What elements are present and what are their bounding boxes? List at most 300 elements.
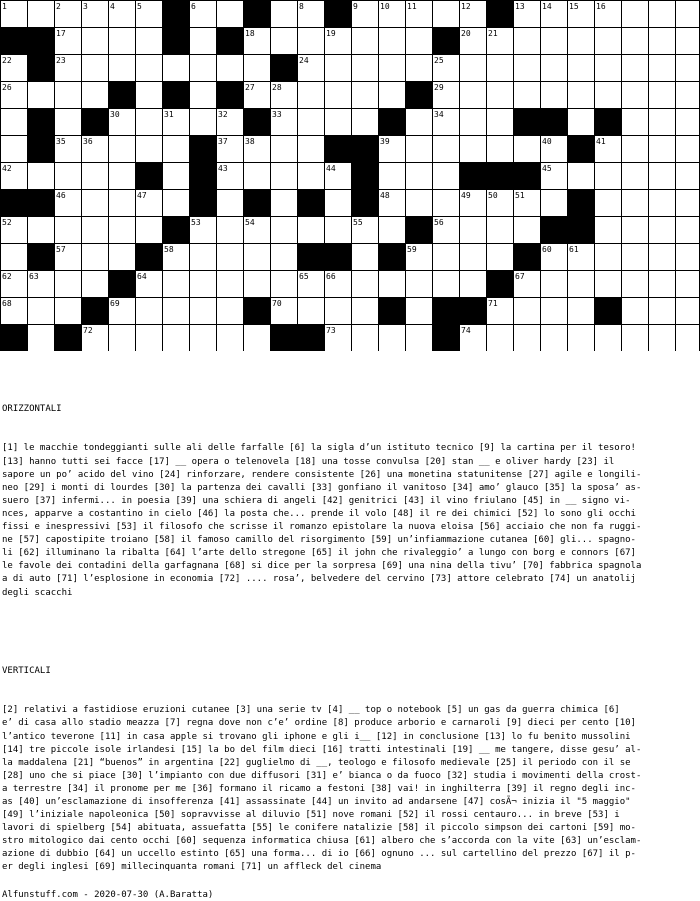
white-cell[interactable] <box>136 28 163 55</box>
clue-number: 48 <box>380 191 390 200</box>
clue-line: la maddalena [21] “buenos” in argentina [22] guglielmo di __, teologo e filosofo medievale [25] il periodo con il se <box>2 757 631 768</box>
clue-number: 20 <box>461 29 471 38</box>
clue-number: 73 <box>326 326 336 335</box>
white-cell[interactable] <box>271 28 298 55</box>
white-cell[interactable] <box>514 217 541 244</box>
white-cell[interactable] <box>460 136 487 163</box>
white-cell[interactable] <box>136 217 163 244</box>
clue-number: 58 <box>164 245 174 254</box>
white-cell[interactable] <box>163 190 190 217</box>
white-cell[interactable] <box>325 190 352 217</box>
white-cell[interactable] <box>217 325 244 352</box>
white-cell[interactable] <box>649 109 676 136</box>
white-cell[interactable] <box>109 217 136 244</box>
white-cell[interactable] <box>190 298 217 325</box>
white-cell[interactable] <box>217 244 244 271</box>
white-cell[interactable] <box>541 55 568 82</box>
white-cell[interactable] <box>406 190 433 217</box>
white-cell[interactable] <box>595 325 622 352</box>
clue-line: e’ di casa allo stadio meazza [7] regna dove non c’e’ ordine [8] produce arborio e carnaroli [9] dieci per cento [10] <box>2 718 636 729</box>
clue-number: 29 <box>434 83 444 92</box>
black-cell <box>136 244 163 271</box>
white-cell[interactable] <box>352 271 379 298</box>
white-cell[interactable] <box>55 217 82 244</box>
clue-number: 11 <box>407 2 417 11</box>
white-cell[interactable] <box>244 244 271 271</box>
clue-line: neo [29] i monti di lourdes [30] la partenza dei cavalli [33] gonfiano il vanitoso [34] amo’ glauco [35] la sposa’ as- <box>2 482 642 493</box>
white-cell[interactable] <box>541 271 568 298</box>
white-cell[interactable] <box>433 1 460 28</box>
white-cell[interactable] <box>460 244 487 271</box>
white-cell[interactable] <box>325 82 352 109</box>
white-cell[interactable] <box>676 136 700 163</box>
white-cell[interactable] <box>568 325 595 352</box>
white-cell[interactable] <box>379 163 406 190</box>
white-cell[interactable] <box>325 109 352 136</box>
white-cell[interactable] <box>514 136 541 163</box>
black-cell <box>163 217 190 244</box>
white-cell[interactable] <box>514 325 541 352</box>
clue-number: 39 <box>380 137 390 146</box>
black-cell <box>28 244 55 271</box>
black-cell <box>325 136 352 163</box>
white-cell[interactable] <box>595 217 622 244</box>
clue-number: 49 <box>461 191 471 200</box>
clue-number: 32 <box>218 110 228 119</box>
clue-number: 59 <box>407 245 417 254</box>
white-cell[interactable] <box>622 325 649 352</box>
clue-line: [28] uno che si piace [30] l’impianto con due diffusori [31] e’ bianca o da fuoco [32] studia i movimenti della crost- <box>2 770 642 781</box>
clue-line: fissi e inespressivi [53] il filosofo che scrisse il romanzo epistolare la nuova eloisa [56] acciaio che non fa ruggi- <box>2 522 642 533</box>
white-cell[interactable] <box>244 325 271 352</box>
white-cell[interactable] <box>298 28 325 55</box>
white-cell[interactable] <box>352 55 379 82</box>
white-cell[interactable] <box>649 217 676 244</box>
white-cell[interactable] <box>298 217 325 244</box>
white-cell[interactable] <box>460 55 487 82</box>
black-cell <box>514 163 541 190</box>
white-cell[interactable] <box>622 298 649 325</box>
black-cell <box>109 271 136 298</box>
clue-line: azione di dubbio [64] un uccello estinto [65] una forma... di io [66] ognuno ... sul cartellino del prezzo [67] il p- <box>2 849 636 860</box>
white-cell[interactable] <box>136 325 163 352</box>
white-cell[interactable] <box>55 298 82 325</box>
white-cell[interactable] <box>109 244 136 271</box>
clue-number: 51 <box>515 191 525 200</box>
crossword-grid <box>0 0 700 351</box>
black-cell <box>568 217 595 244</box>
clue-number: 22 <box>2 56 12 65</box>
clue-line: [2] relativi a fastidiose eruzioni cutanee [3] una serie tv [4] __ top o notebook [5] un gas da guerra chimica [6] <box>2 705 620 716</box>
white-cell[interactable] <box>109 136 136 163</box>
white-cell[interactable] <box>460 109 487 136</box>
white-cell[interactable] <box>28 163 55 190</box>
clues-panel <box>2 377 700 888</box>
white-cell[interactable] <box>190 28 217 55</box>
white-cell[interactable] <box>649 163 676 190</box>
white-cell[interactable] <box>136 109 163 136</box>
white-cell[interactable] <box>622 190 649 217</box>
white-cell[interactable] <box>217 55 244 82</box>
white-cell[interactable] <box>622 28 649 55</box>
white-cell[interactable] <box>433 271 460 298</box>
clue-line: degli scacchi <box>2 587 73 598</box>
white-cell[interactable] <box>82 271 109 298</box>
white-cell[interactable] <box>109 190 136 217</box>
white-cell[interactable] <box>433 244 460 271</box>
white-cell[interactable] <box>82 82 109 109</box>
white-cell[interactable] <box>136 298 163 325</box>
white-cell[interactable] <box>325 217 352 244</box>
white-cell[interactable] <box>406 271 433 298</box>
white-cell[interactable] <box>82 190 109 217</box>
white-cell[interactable] <box>352 298 379 325</box>
white-cell[interactable] <box>109 55 136 82</box>
white-cell[interactable] <box>433 190 460 217</box>
white-cell[interactable] <box>649 190 676 217</box>
white-cell[interactable] <box>676 55 700 82</box>
white-cell[interactable] <box>82 55 109 82</box>
white-cell[interactable] <box>487 55 514 82</box>
black-cell <box>487 271 514 298</box>
white-cell[interactable] <box>622 271 649 298</box>
white-cell[interactable] <box>541 190 568 217</box>
white-cell[interactable] <box>595 28 622 55</box>
clue-line: [14] tre piccole isole irlandesi [15] la bo del film dieci [16] tratti intestinali [19] __ me tangere, disse gesu’ al- <box>2 744 642 755</box>
white-cell[interactable] <box>190 325 217 352</box>
white-cell[interactable] <box>163 325 190 352</box>
white-cell[interactable] <box>406 136 433 163</box>
white-cell[interactable] <box>622 217 649 244</box>
white-cell[interactable] <box>595 190 622 217</box>
white-cell[interactable] <box>676 298 700 325</box>
white-cell[interactable] <box>82 28 109 55</box>
white-cell[interactable] <box>514 28 541 55</box>
white-cell[interactable] <box>325 55 352 82</box>
clue-number: 56 <box>434 218 444 227</box>
white-cell[interactable] <box>568 163 595 190</box>
white-cell[interactable] <box>406 109 433 136</box>
white-cell[interactable] <box>298 136 325 163</box>
white-cell[interactable] <box>676 190 700 217</box>
white-cell[interactable] <box>676 244 700 271</box>
white-cell[interactable] <box>406 28 433 55</box>
white-cell[interactable] <box>622 82 649 109</box>
white-cell[interactable] <box>190 244 217 271</box>
white-cell[interactable] <box>28 82 55 109</box>
clue-number: 3 <box>83 2 88 11</box>
white-cell[interactable] <box>217 190 244 217</box>
white-cell[interactable] <box>676 1 700 28</box>
white-cell[interactable] <box>568 28 595 55</box>
clue-number: 63 <box>29 272 39 281</box>
black-cell <box>433 28 460 55</box>
white-cell[interactable] <box>487 244 514 271</box>
clue-number: 1 <box>2 2 7 11</box>
white-cell[interactable] <box>676 271 700 298</box>
white-cell[interactable] <box>487 217 514 244</box>
white-cell[interactable] <box>352 325 379 352</box>
white-cell[interactable] <box>406 55 433 82</box>
white-cell[interactable] <box>55 271 82 298</box>
clue-number: 25 <box>434 56 444 65</box>
white-cell[interactable] <box>55 109 82 136</box>
clue-number: 33 <box>272 110 282 119</box>
clue-number: 38 <box>245 137 255 146</box>
white-cell[interactable] <box>271 271 298 298</box>
black-cell <box>460 163 487 190</box>
white-cell[interactable] <box>676 163 700 190</box>
white-cell[interactable] <box>244 271 271 298</box>
white-cell[interactable] <box>325 298 352 325</box>
black-cell <box>55 325 82 352</box>
clue-number: 24 <box>299 56 309 65</box>
white-cell[interactable] <box>379 217 406 244</box>
white-cell[interactable] <box>136 82 163 109</box>
clue-number: 57 <box>56 245 66 254</box>
clue-line: [1] le macchie tondeggianti sulle ali delle farfalle [6] la sigla d’un istituto tecnico [9] la cartina per il tesoro! <box>2 443 636 454</box>
white-cell[interactable] <box>649 244 676 271</box>
white-cell[interactable] <box>163 298 190 325</box>
white-cell[interactable] <box>55 163 82 190</box>
white-cell[interactable] <box>406 298 433 325</box>
white-cell[interactable] <box>595 244 622 271</box>
white-cell[interactable] <box>136 55 163 82</box>
black-cell <box>190 190 217 217</box>
clue-number: 5 <box>137 2 142 11</box>
clue-number: 31 <box>164 110 174 119</box>
white-cell[interactable] <box>379 325 406 352</box>
black-cell <box>217 82 244 109</box>
clue-number: 43 <box>218 164 228 173</box>
white-cell[interactable] <box>568 271 595 298</box>
clue-number: 66 <box>326 272 336 281</box>
black-cell <box>595 298 622 325</box>
white-cell[interactable] <box>163 271 190 298</box>
white-cell[interactable] <box>649 82 676 109</box>
white-cell[interactable] <box>352 109 379 136</box>
white-cell[interactable] <box>271 190 298 217</box>
white-cell[interactable] <box>622 136 649 163</box>
clues-spacer <box>2 626 700 639</box>
white-cell[interactable] <box>109 28 136 55</box>
white-cell[interactable] <box>28 217 55 244</box>
white-cell[interactable] <box>487 82 514 109</box>
white-cell[interactable] <box>163 163 190 190</box>
white-cell[interactable] <box>487 325 514 352</box>
white-cell[interactable] <box>460 217 487 244</box>
white-cell[interactable] <box>190 82 217 109</box>
clue-number: 19 <box>326 29 336 38</box>
white-cell[interactable] <box>271 163 298 190</box>
white-cell[interactable] <box>217 217 244 244</box>
white-cell[interactable] <box>244 55 271 82</box>
black-cell <box>541 217 568 244</box>
white-cell[interactable] <box>649 136 676 163</box>
white-cell[interactable] <box>217 271 244 298</box>
white-cell[interactable] <box>595 55 622 82</box>
clue-number: 6 <box>191 2 196 11</box>
white-cell[interactable] <box>352 82 379 109</box>
clue-number: 62 <box>2 272 12 281</box>
white-cell[interactable] <box>595 82 622 109</box>
white-cell[interactable] <box>352 244 379 271</box>
white-cell[interactable] <box>82 217 109 244</box>
black-cell <box>1 28 28 55</box>
white-cell[interactable] <box>82 244 109 271</box>
clue-number: 21 <box>488 29 498 38</box>
white-cell[interactable] <box>379 82 406 109</box>
clue-number: 37 <box>218 137 228 146</box>
white-cell[interactable] <box>568 82 595 109</box>
white-cell[interactable] <box>28 1 55 28</box>
white-cell[interactable] <box>595 271 622 298</box>
white-cell[interactable] <box>514 298 541 325</box>
clue-number: 16 <box>596 2 606 11</box>
clue-line: sapore un po’ acido del vino [24] rinforzare, rendere consistente [26] una monetina statunitense [27] agile e longili- <box>2 469 642 480</box>
black-cell <box>28 136 55 163</box>
white-cell[interactable] <box>541 82 568 109</box>
white-cell[interactable] <box>1 136 28 163</box>
black-cell <box>1 325 28 352</box>
black-cell <box>298 190 325 217</box>
white-cell[interactable] <box>190 55 217 82</box>
white-cell[interactable] <box>406 325 433 352</box>
white-cell[interactable] <box>163 136 190 163</box>
clue-number: 35 <box>56 137 66 146</box>
white-cell[interactable] <box>487 109 514 136</box>
white-cell[interactable] <box>190 109 217 136</box>
black-cell <box>379 109 406 136</box>
black-cell <box>82 298 109 325</box>
white-cell[interactable] <box>622 163 649 190</box>
white-cell[interactable] <box>541 28 568 55</box>
black-cell <box>163 28 190 55</box>
white-cell[interactable] <box>1 109 28 136</box>
white-cell[interactable] <box>379 55 406 82</box>
white-cell[interactable] <box>163 55 190 82</box>
white-cell[interactable] <box>487 136 514 163</box>
white-cell[interactable] <box>514 82 541 109</box>
white-cell[interactable] <box>568 55 595 82</box>
white-cell[interactable] <box>568 298 595 325</box>
white-cell[interactable] <box>298 163 325 190</box>
white-cell[interactable] <box>649 298 676 325</box>
white-cell[interactable] <box>649 28 676 55</box>
white-cell[interactable] <box>298 82 325 109</box>
white-cell[interactable] <box>460 271 487 298</box>
white-cell[interactable] <box>28 325 55 352</box>
clue-number: 2 <box>56 2 61 11</box>
black-cell <box>325 1 352 28</box>
black-cell <box>541 109 568 136</box>
white-cell[interactable] <box>676 82 700 109</box>
white-cell[interactable] <box>298 298 325 325</box>
white-cell[interactable] <box>379 271 406 298</box>
white-cell[interactable] <box>82 163 109 190</box>
white-cell[interactable] <box>649 271 676 298</box>
white-cell[interactable] <box>109 325 136 352</box>
white-cell[interactable] <box>433 163 460 190</box>
clue-number: 72 <box>83 326 93 335</box>
white-cell[interactable] <box>109 163 136 190</box>
black-cell <box>190 136 217 163</box>
clue-number: 40 <box>542 137 552 146</box>
white-cell[interactable] <box>676 325 700 352</box>
black-cell <box>406 217 433 244</box>
white-cell[interactable] <box>433 136 460 163</box>
clue-line: as [40] un’esclamazione di insofferenza [41] assassinate [44] un invito ad andarsene [47] cosÃ¬ inizia il "5 maggio" <box>2 797 631 807</box>
white-cell[interactable] <box>622 244 649 271</box>
white-cell[interactable] <box>217 298 244 325</box>
white-cell[interactable] <box>622 55 649 82</box>
clue-line: stro mitologico dai cento occhi [60] sequenza informatica chiusa [61] albero che s’accorda con la vite [63] un’esclam- <box>2 836 642 847</box>
white-cell[interactable] <box>379 28 406 55</box>
black-cell <box>379 244 406 271</box>
white-cell[interactable] <box>271 217 298 244</box>
footer-credit: Alfunstuff.com - 2020-07-30 (A.Baratta) <box>2 890 214 900</box>
white-cell[interactable] <box>271 1 298 28</box>
white-cell[interactable] <box>541 325 568 352</box>
black-cell <box>244 298 271 325</box>
white-cell[interactable] <box>406 163 433 190</box>
white-cell[interactable] <box>622 109 649 136</box>
white-cell[interactable] <box>514 55 541 82</box>
white-cell[interactable] <box>136 136 163 163</box>
white-cell[interactable] <box>595 163 622 190</box>
clue-number: 14 <box>542 2 552 11</box>
clue-number: 26 <box>2 83 12 92</box>
white-cell[interactable] <box>271 244 298 271</box>
white-cell[interactable] <box>298 109 325 136</box>
white-cell[interactable] <box>271 136 298 163</box>
white-cell[interactable] <box>28 298 55 325</box>
white-cell[interactable] <box>568 109 595 136</box>
clue-line: [13] hanno tutti sei facce [17] __ opera o telenovela [18] una tosse convulsa [20] stan __ e oliver hardy [23] il <box>2 456 615 467</box>
white-cell[interactable] <box>541 298 568 325</box>
white-cell[interactable] <box>352 28 379 55</box>
white-cell[interactable] <box>1 244 28 271</box>
white-cell[interactable] <box>676 109 700 136</box>
black-cell <box>433 325 460 352</box>
black-cell <box>352 163 379 190</box>
white-cell[interactable] <box>244 163 271 190</box>
white-cell[interactable] <box>649 1 676 28</box>
clue-number: 47 <box>137 191 147 200</box>
clue-number: 23 <box>56 56 66 65</box>
white-cell[interactable] <box>676 28 700 55</box>
white-cell[interactable] <box>190 271 217 298</box>
down-clues-list <box>2 704 700 874</box>
clue-number: 64 <box>137 272 147 281</box>
white-cell[interactable] <box>649 325 676 352</box>
clue-number: 55 <box>353 218 363 227</box>
clue-number: 67 <box>515 272 525 281</box>
white-cell[interactable] <box>622 1 649 28</box>
white-cell[interactable] <box>217 1 244 28</box>
clue-number: 70 <box>272 299 282 308</box>
white-cell[interactable] <box>676 217 700 244</box>
black-cell <box>568 190 595 217</box>
clue-number: 36 <box>83 137 93 146</box>
black-cell <box>28 190 55 217</box>
white-cell[interactable] <box>460 82 487 109</box>
black-cell <box>352 136 379 163</box>
black-cell <box>28 55 55 82</box>
black-cell <box>325 244 352 271</box>
white-cell[interactable] <box>55 82 82 109</box>
white-cell[interactable] <box>649 55 676 82</box>
